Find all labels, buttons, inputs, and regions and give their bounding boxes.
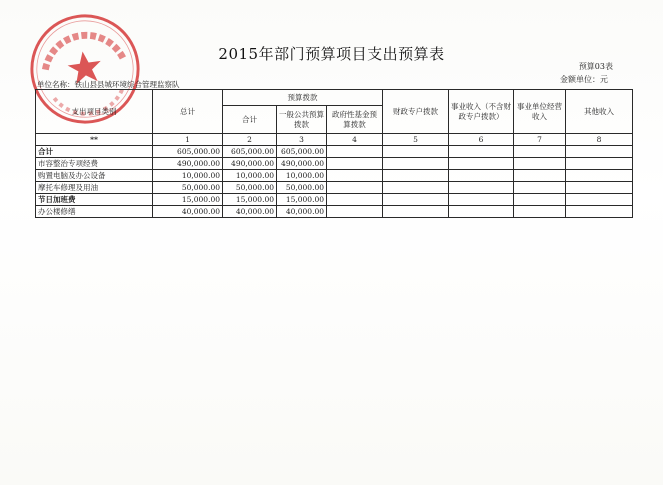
row-total: 490,000.00 [153, 158, 223, 170]
empty-cell [514, 194, 566, 206]
header-other-income: 其他收入 [566, 90, 633, 134]
row-general: 40,000.00 [277, 206, 327, 218]
table-row [36, 182, 633, 194]
table-row [36, 206, 633, 218]
table-row [36, 170, 633, 182]
row-total: 15,000.00 [153, 194, 223, 206]
row-label: 摩托车修理及用油 [36, 182, 153, 194]
row-total: 605,000.00 [153, 146, 223, 158]
empty-cell [449, 206, 514, 218]
empty-cell [383, 146, 449, 158]
empty-cell [566, 170, 633, 182]
empty-cell [383, 170, 449, 182]
budget-table [35, 89, 633, 218]
empty-cell [514, 182, 566, 194]
empty-cell [327, 206, 383, 218]
row-general: 490,000.00 [277, 158, 327, 170]
row-subtotal: 40,000.00 [223, 206, 277, 218]
currency-unit: 金额单位：元 [560, 75, 608, 84]
document-title: 2015年部门预算项目支出预算表 [218, 45, 445, 63]
header-fiscal-special: 财政专户拨款 [383, 90, 449, 134]
row-label: 办公楼修缮 [36, 206, 153, 218]
column-index: 5 [383, 134, 449, 146]
empty-cell [327, 158, 383, 170]
column-index: 1 [153, 134, 223, 146]
empty-cell [514, 158, 566, 170]
empty-cell [327, 170, 383, 182]
empty-cell [383, 206, 449, 218]
header-total: 总计 [153, 90, 223, 134]
empty-cell [566, 146, 633, 158]
empty-cell [514, 170, 566, 182]
row-subtotal: 605,000.00 [223, 146, 277, 158]
table-row [36, 146, 633, 158]
row-general: 15,000.00 [277, 194, 327, 206]
row-subtotal: 490,000.00 [223, 158, 277, 170]
row-label: 市容整治专项经费 [36, 158, 153, 170]
empty-cell [383, 194, 449, 206]
empty-cell [327, 146, 383, 158]
column-index: ** [36, 134, 153, 146]
row-total: 10,000.00 [153, 170, 223, 182]
column-index: 6 [449, 134, 514, 146]
row-total: 50,000.00 [153, 182, 223, 194]
empty-cell [383, 158, 449, 170]
empty-cell [449, 158, 514, 170]
empty-cell [383, 182, 449, 194]
empty-cell [514, 206, 566, 218]
empty-cell [449, 194, 514, 206]
column-index: 2 [223, 134, 277, 146]
form-number: 预算03表 [578, 62, 613, 71]
header-business-income: 事业收入（不含财政专户拨款） [449, 90, 514, 134]
header-general-public: 一般公共预算拨款 [277, 106, 327, 134]
header-item-category: 支出项目类别 [36, 90, 153, 134]
unit-name: 单位名称：铁山县县城环境综合管理监察队 [37, 80, 180, 89]
empty-cell [327, 182, 383, 194]
column-index-row [36, 134, 633, 146]
empty-cell [566, 194, 633, 206]
row-subtotal: 50,000.00 [223, 182, 277, 194]
column-index: 7 [514, 134, 566, 146]
row-label: 合计 [36, 146, 153, 158]
empty-cell [327, 194, 383, 206]
row-general: 605,000.00 [277, 146, 327, 158]
header-subtotal: 合计 [223, 106, 277, 134]
row-general: 10,000.00 [277, 170, 327, 182]
empty-cell [449, 170, 514, 182]
row-label: 购置电脑及办公设备 [36, 170, 153, 182]
row-total: 40,000.00 [153, 206, 223, 218]
empty-cell [566, 158, 633, 170]
column-index: 3 [277, 134, 327, 146]
row-subtotal: 15,000.00 [223, 194, 277, 206]
row-subtotal: 10,000.00 [223, 170, 277, 182]
table-row [36, 194, 633, 206]
empty-cell [566, 206, 633, 218]
empty-cell [449, 146, 514, 158]
empty-cell [449, 182, 514, 194]
header-business-unit-income: 事业单位经营收入 [514, 90, 566, 134]
column-index: 8 [566, 134, 633, 146]
column-index: 4 [327, 134, 383, 146]
header-budget-allocation: 预算拨款 [223, 90, 383, 106]
empty-cell [566, 182, 633, 194]
header-gov-fund: 政府性基金预算拨款 [327, 106, 383, 134]
table-row [36, 158, 633, 170]
empty-cell [514, 146, 566, 158]
row-general: 50,000.00 [277, 182, 327, 194]
row-label: 节日加班费 [36, 194, 153, 206]
